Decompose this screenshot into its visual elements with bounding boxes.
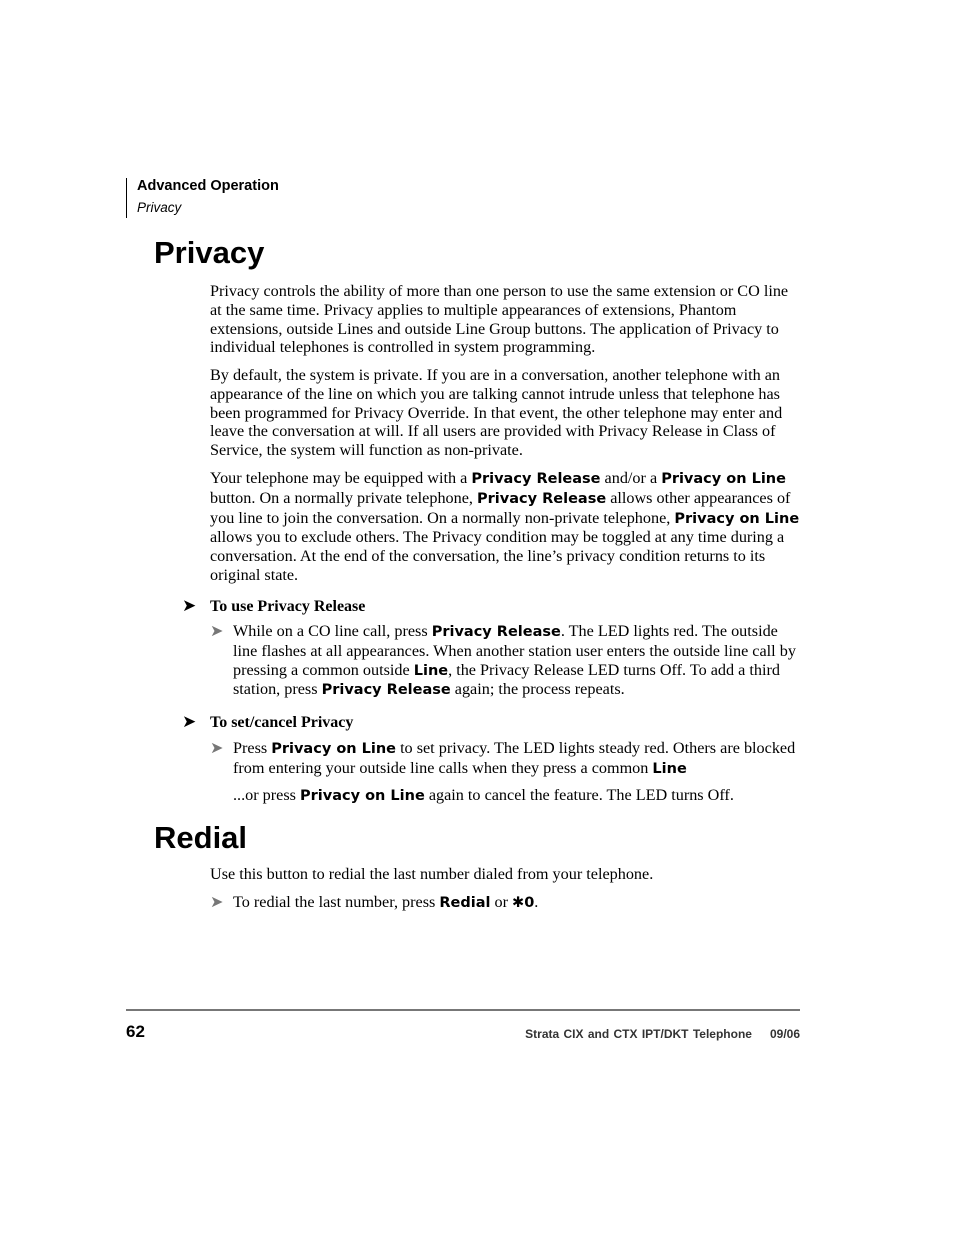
redial-heading: Redial <box>154 820 248 855</box>
step-arrow-icon: ➤ <box>210 621 224 640</box>
star-zero-key: ✱0 <box>512 895 535 911</box>
redial-key: Redial <box>439 895 491 911</box>
privacy-release-key: Privacy Release <box>471 471 601 487</box>
task-heading-use-privacy-release: ➤ To use Privacy Release <box>182 596 366 616</box>
step-redial: ➤ To redial the last number, press Redial or ✱0. <box>210 892 539 911</box>
line-key: Line <box>413 662 449 679</box>
arrowhead-icon: ➤ <box>182 596 197 616</box>
section-title: Advanced Operation <box>137 178 279 194</box>
privacy-on-line-key: Privacy on Line <box>674 510 800 527</box>
page-number: 62 <box>126 1022 145 1041</box>
subsection-title: Privacy <box>137 200 182 215</box>
privacy-on-line-key: Privacy on Line <box>300 788 425 804</box>
privacy-heading: Privacy <box>154 235 265 270</box>
step-cancel-privacy: ...or press Privacy on Line again to cancel the feature. The LED turns Off. <box>233 786 734 804</box>
privacy-paragraph-1: Privacy controls the ability of more than one person to use the same extension or CO line at the same time. Privacy applies to multiple appearances of extensions, Phantom extensions, outside Lines and outside Line Group buttons. The application of Privacy to individual telephones is controlled in system programming. <box>210 282 789 357</box>
header-rule <box>126 178 127 218</box>
privacy-release-key: Privacy Release <box>321 682 451 699</box>
footer-date: 09/06 <box>769 1027 800 1041</box>
task-heading-set-cancel-privacy: ➤ To set/cancel Privacy <box>182 712 354 732</box>
privacy-release-key: Privacy Release <box>431 624 561 640</box>
privacy-release-key: Privacy Release <box>477 490 607 507</box>
step-arrow-icon: ➤ <box>210 892 224 911</box>
privacy-paragraph-2: By default, the system is private. If you are in a conversation, another telephone with an appearance of the line on which you are talking cannot intrude unless that telephone has been programmed for Privacy Override. In that event, the other telephone may enter and leave the conversation at will. If all users are provided with Privacy Release in Class of Service, the system will function as non-private. <box>210 366 783 460</box>
step-arrow-icon: ➤ <box>210 738 224 757</box>
step-privacy-release: ➤ While on a CO line call, press Privacy Release. The LED lights red. The outside line flashes at all appearances. When another station user enters the outside line call by pressing a common outside Line, the Privacy Release LED turns Off. To add a third station, press Privacy Release again; the process repeats. <box>210 621 796 699</box>
footer-rule <box>126 1009 800 1011</box>
privacy-paragraph-3: Your telephone may be equipped with a Privacy Release and/or a Privacy on Line button. On a normally private telephone, Privacy Release allows other appearances of you line to join the conversation. On a normally non-private telephone, Privacy on Line allows you to exclude others. The Privacy condition may be toggled at any time during a conversation. At the end of the conversation, the line’s privacy condition returns to its original state. <box>210 469 800 584</box>
privacy-on-line-key: Privacy on Line <box>661 471 786 487</box>
step-set-privacy: ➤ Press Privacy on Line to set privacy. The LED lights steady red. Others are blocked from entering your outside line calls when they press a common Line <box>210 738 796 777</box>
arrowhead-icon: ➤ <box>182 712 197 732</box>
privacy-on-line-key: Privacy on Line <box>271 741 397 757</box>
line-key: Line <box>652 760 687 777</box>
redial-paragraph: Use this button to redial the last number dialed from your telephone. <box>210 865 654 883</box>
footer-title: Strata CIX and CTX IPT/DKT Telephone 09/06 <box>525 1027 800 1041</box>
